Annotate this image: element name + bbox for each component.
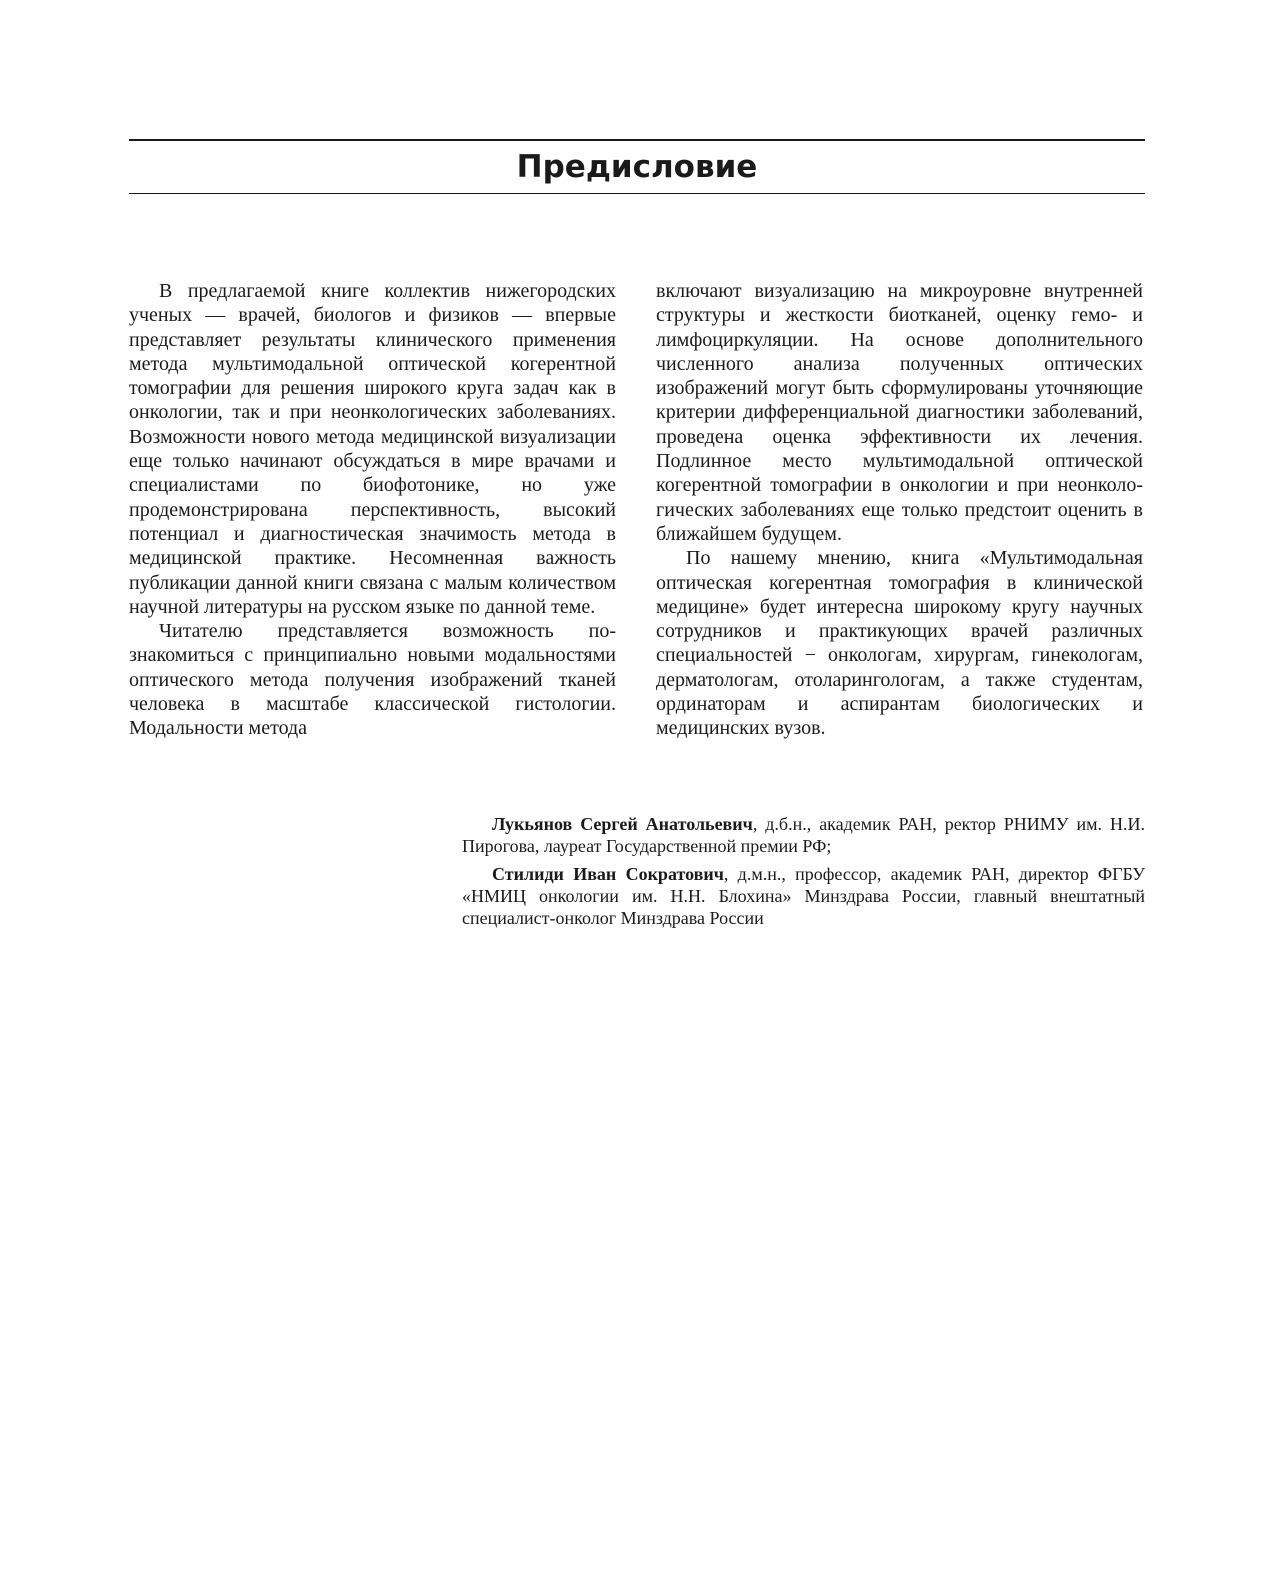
page-title: Предисловие [516, 149, 758, 185]
signature-name: Стилиди Иван Сократович [492, 864, 724, 884]
signature-details: , д.м.н., профессор, академик РАН, директор ФГБУ «НМИЦ онкологии им. Н.Н. Блохина» Минздрава России, главный внештатный специалист-онколог Минздрава России [462, 864, 1146, 928]
signature [462, 863, 1145, 929]
paragraph-continued: включают визуализацию на микроуровне внутренней структуры и жесткости биотканей, оценку гемо- и лимфоциркуляции. На основе дополнительного численного анализа полученных оптических изображений могут быть сформулированы уточняющие критерии дифференциальной диагностики заболеваний, проведена оценка эффективности их лечения. Подлинное место мультимодальной оптической когерентной томографии в онкологии и при неонкологических заболеваниях еще только предстоит оценить в ближайшем будущем. [656, 280, 1143, 545]
text-column-left [129, 279, 616, 741]
signatures-block [462, 813, 1145, 935]
paragraph: В предлагаемой книге коллектив нижегородских ученых — врачей, биологов и физиков — впервые представляет результаты клинического применения метода мультимодальной оптической когерентной томографии для решения широкого круга задач как в онкологии, так и при неонкологических заболеваниях. Возможности нового метода медицинской визуализации еще только начинают обсуждаться в мире врачами и специалистами по биофотонике, но уже продемонстрирована перспективность, высокий потенциал и диагностическая значимость метода в медицинской практике. Несомненная важность публикации данной книги связана с малым количеством научной литературы на русском языке по данной теме. [129, 280, 616, 618]
paragraph: Читателю представляется возможность познакомиться с принципиально новыми модальностями оптического метода получения изображений тканей человека в масштабе классической гистологии. Модальности метода [129, 620, 616, 740]
title-rule-top [129, 139, 1145, 141]
signature-name: Лукьянов Сергей Анатольевич [492, 814, 753, 834]
text-column-right [656, 279, 1143, 741]
signature [462, 813, 1145, 857]
title-rule-bottom [129, 193, 1145, 194]
signature-details: , д.б.н., академик РАН, ректор РНИМУ им. Н.И. Пирогова, лауреат Государственной премии РФ; [462, 814, 1145, 856]
paragraph: По нашему мнению, книга «Мультимодальная оптическая когерентная томография в клинической медицине» будет интересна широкому кругу научных сотрудников и практикующих врачей различных специальностей − онкологам, хирургам, гинекологам, дерматологам, отоларингологам, а также студентам, ординаторам и аспирантам биологических и медицинских вузов. [656, 547, 1143, 740]
